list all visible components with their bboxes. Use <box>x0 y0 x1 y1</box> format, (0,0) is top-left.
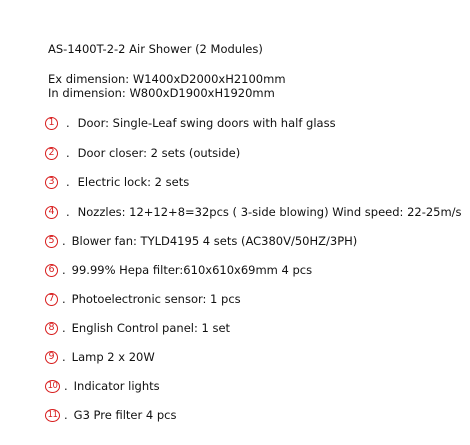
list-item: 8 . English Control panel: 1 set <box>45 321 230 335</box>
item-number-badge: 5 <box>45 235 58 248</box>
list-item: 1 . Door: Single-Leaf swing doors with half glass <box>45 116 336 130</box>
item-text: Photoelectronic sensor: 1 pcs <box>71 292 241 306</box>
item-text: English Control panel: 1 set <box>71 321 231 335</box>
item-text: Electric lock: 2 sets <box>77 175 190 189</box>
item-number-badge: 6 <box>45 264 58 277</box>
list-item: 7 . Photoelectronic sensor: 1 pcs <box>45 292 241 306</box>
list-item: 5 . Blower fan: TYLD4195 4 sets (AC380V/50HZ/3PH) <box>45 234 357 248</box>
item-text: Door closer: 2 sets (outside) <box>77 146 241 160</box>
item-text: 99.99% Hepa filter:610x610x69mm 4 pcs <box>71 263 313 277</box>
list-item: 6 . 99.99% Hepa filter:610x610x69mm 4 pcs <box>45 263 312 277</box>
item-number-badge: 1 <box>45 117 58 130</box>
list-item: 9 . Lamp 2 x 20W <box>45 350 155 364</box>
item-number-badge: 9 <box>45 351 58 364</box>
document-title: AS-1400T-2-2 Air Shower (2 Modules) <box>48 42 263 56</box>
item-text: Door: Single-Leaf swing doors with half glass <box>77 116 336 130</box>
in-dimension: In dimension: W800xD1900xH1920mm <box>48 86 275 100</box>
item-number-badge: 3 <box>45 176 58 189</box>
item-text: Blower fan: TYLD4195 4 sets (AC380V/50HZ/3PH) <box>71 234 358 248</box>
item-text: Indicator lights <box>73 379 160 393</box>
item-text: Nozzles: 12+12+8=32pcs ( 3-side blowing) Wind speed: 22-25m/s <box>77 205 462 219</box>
item-number-badge: 8 <box>45 322 58 335</box>
item-number-badge: 10 <box>45 380 60 393</box>
list-item: 10 . Indicator lights <box>45 379 160 393</box>
item-text: G3 Pre filter 4 pcs <box>73 408 177 422</box>
ex-dimension: Ex dimension: W1400xD2000xH2100mm <box>48 72 286 86</box>
item-text: Lamp 2 x 20W <box>71 350 155 364</box>
list-item: 4 . Nozzles: 12+12+8=32pcs ( 3-side blowing) Wind speed: 22-25m/s <box>45 205 462 219</box>
list-item: 2 . Door closer: 2 sets (outside) <box>45 146 240 160</box>
list-item: 3 . Electric lock: 2 sets <box>45 175 189 189</box>
item-number-badge: 4 <box>45 206 58 219</box>
item-number-badge: 2 <box>45 147 58 160</box>
item-number-badge: 7 <box>45 293 58 306</box>
list-item: 11 . G3 Pre filter 4 pcs <box>45 408 176 422</box>
item-number-badge: 11 <box>45 409 60 422</box>
